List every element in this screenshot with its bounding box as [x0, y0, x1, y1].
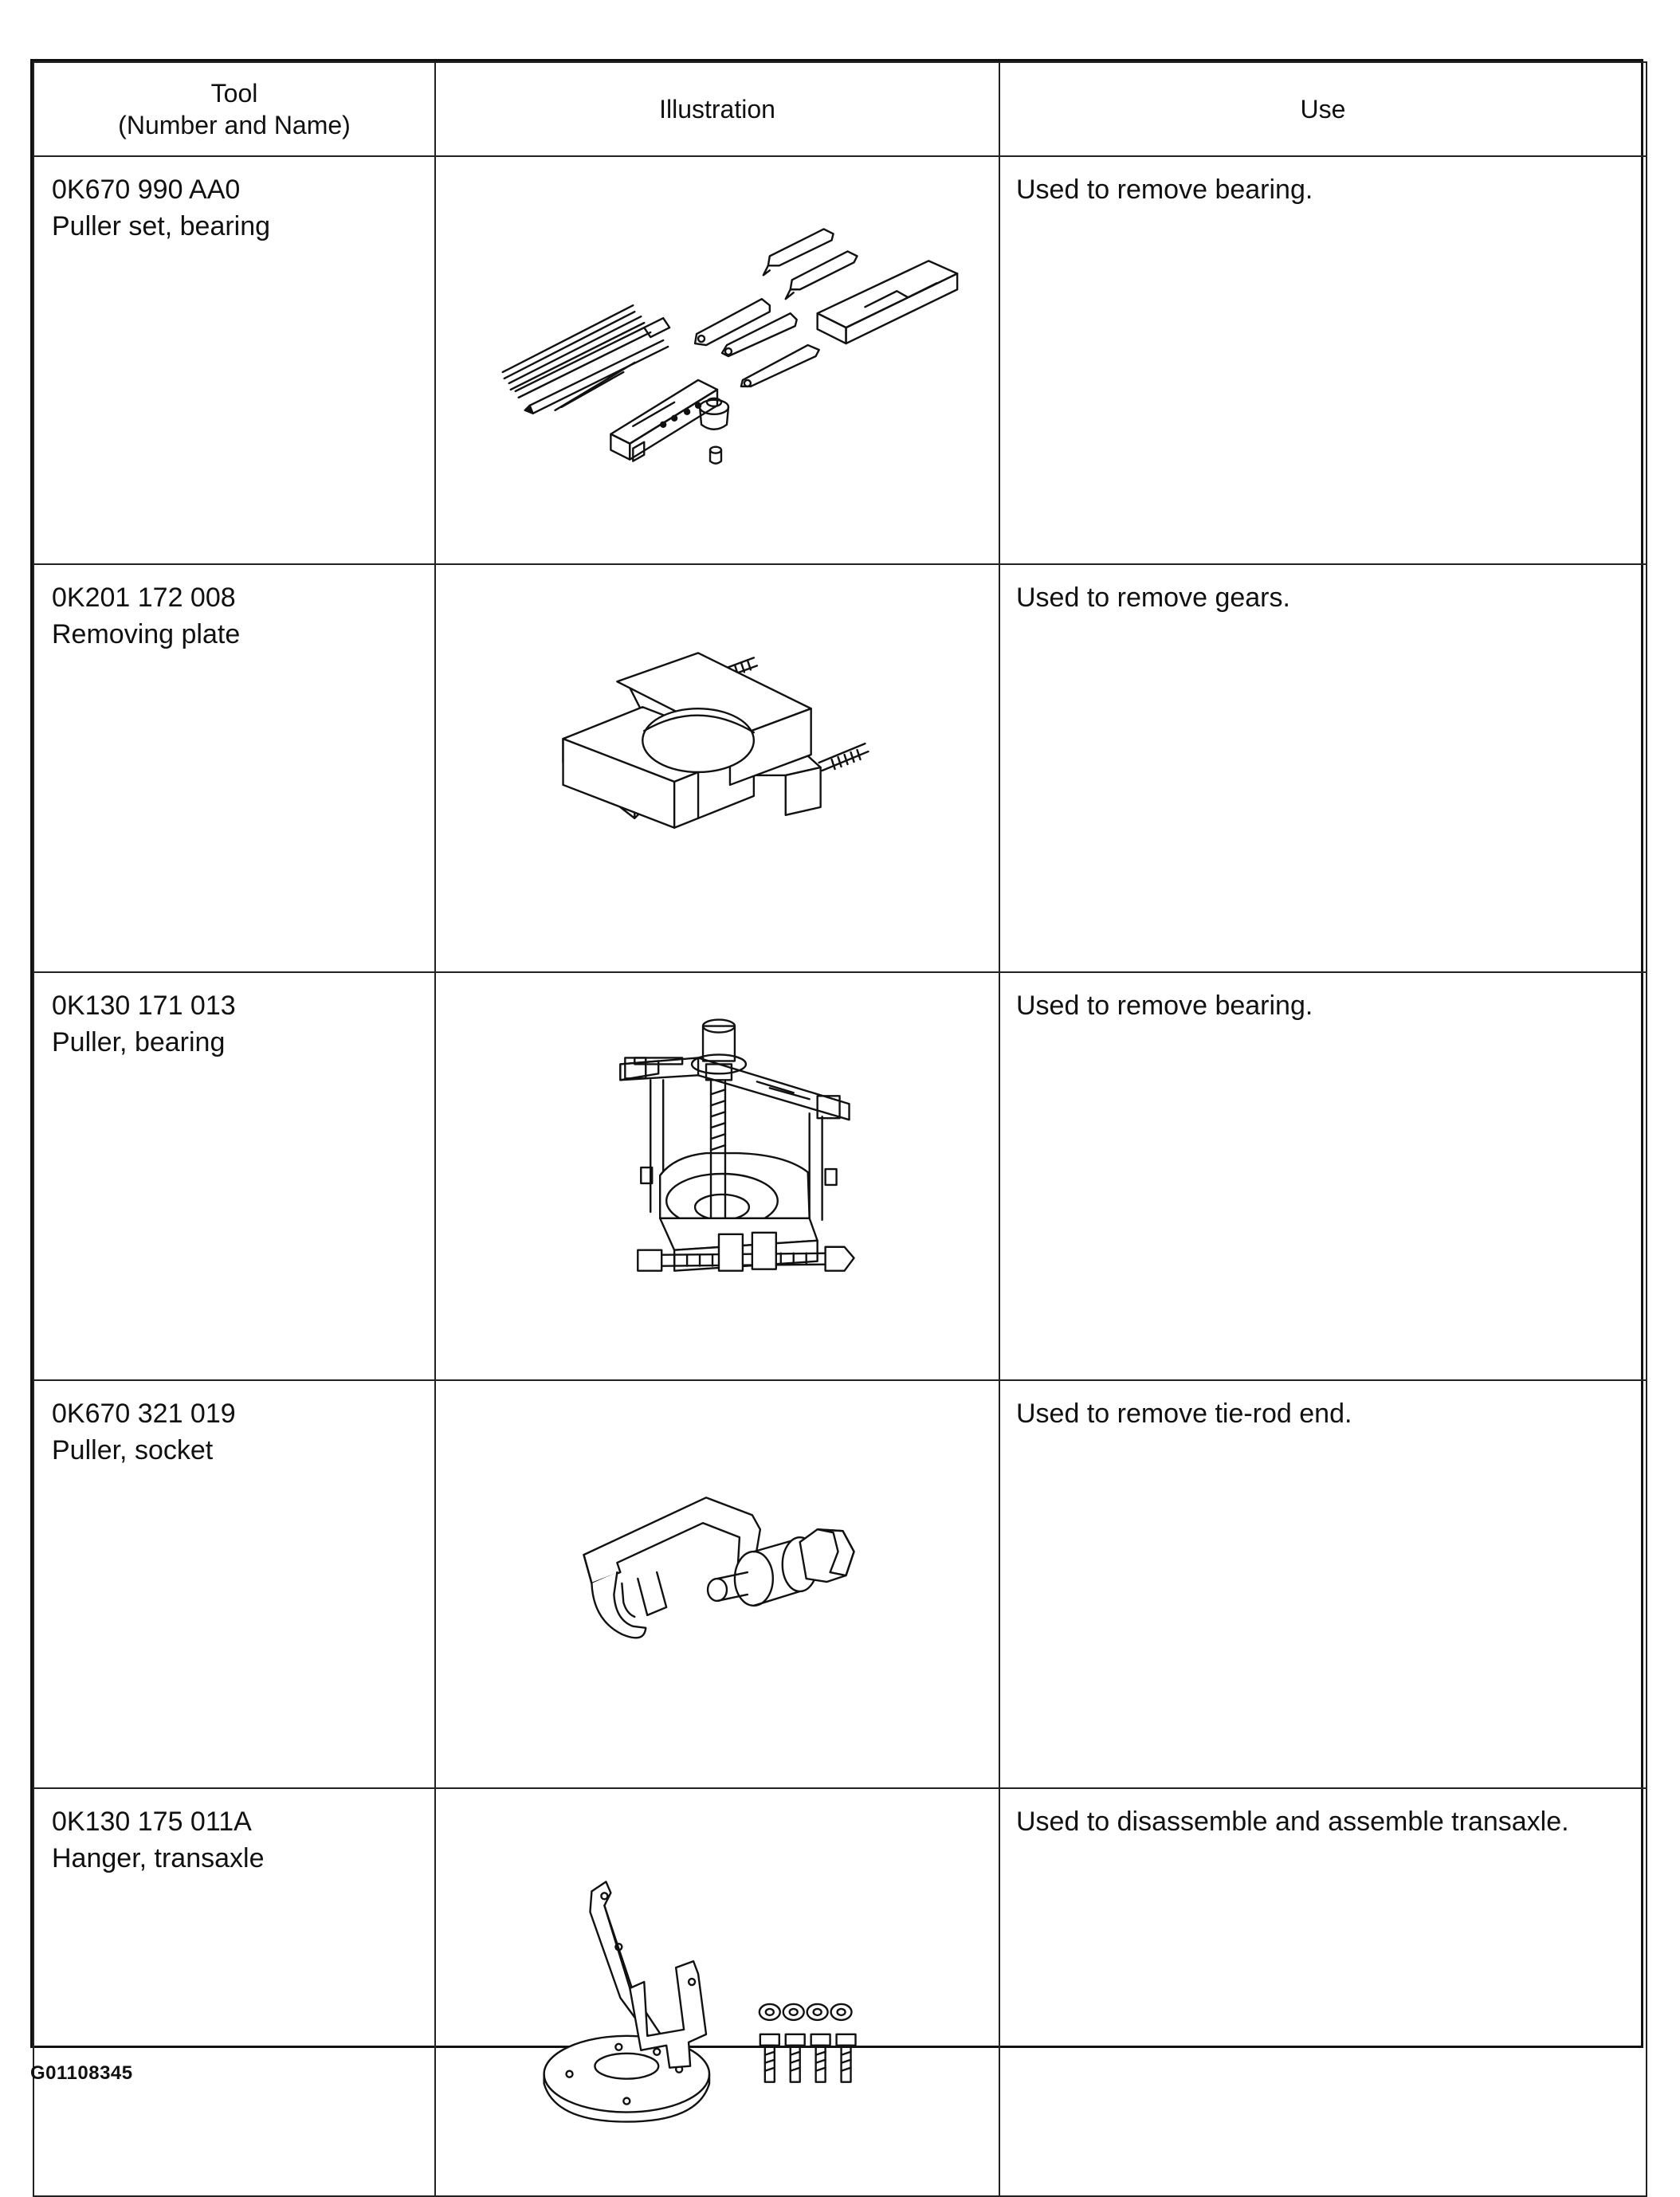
tool-cell — [33, 1788, 435, 2196]
special-tools-table-frame — [30, 59, 1643, 2048]
tool-cell — [33, 564, 435, 972]
bearing-puller-icon — [436, 973, 999, 1379]
tool-number: 0K130 171 013 — [52, 991, 236, 1021]
header-use: Use — [999, 62, 1647, 156]
table-row — [33, 1788, 1647, 2196]
header-tool-line2: (Number and Name) — [118, 111, 351, 139]
tool-name: Puller, bearing — [52, 1027, 226, 1057]
table-row — [33, 156, 1647, 564]
tool-number: 0K670 990 AA0 — [52, 175, 241, 205]
tool-cell — [33, 972, 435, 1380]
table-row — [33, 1380, 1647, 1788]
figure-code: G01108345 — [30, 2062, 133, 2084]
removing-plate-icon — [436, 565, 999, 971]
use-cell: Used to remove bearing. — [999, 972, 1647, 1380]
illustration-cell — [435, 1380, 999, 1788]
tool-number: 0K670 321 019 — [52, 1399, 236, 1429]
tool-number: 0K130 175 011A — [52, 1807, 252, 1837]
table-header-row — [33, 62, 1647, 156]
header-tool — [33, 62, 435, 156]
tool-name: Puller, socket — [52, 1435, 214, 1465]
illustration-cell — [435, 972, 999, 1380]
tool-number: 0K201 172 008 — [52, 583, 236, 613]
use-cell: Used to remove bearing. — [999, 156, 1647, 564]
illustration-cell — [435, 564, 999, 972]
socket-puller-icon — [436, 1381, 999, 1787]
tool-cell — [33, 156, 435, 564]
use-cell: Used to remove gears. — [999, 564, 1647, 972]
tool-name: Puller set, bearing — [52, 211, 271, 241]
header-illustration: Illustration — [435, 62, 999, 156]
table-row — [33, 564, 1647, 972]
tool-cell — [33, 1380, 435, 1788]
tool-name: Removing plate — [52, 619, 241, 649]
table-row — [33, 972, 1647, 1380]
illustration-cell — [435, 1788, 999, 2196]
use-cell: Used to remove tie-rod end. — [999, 1380, 1647, 1788]
use-cell: Used to disassemble and assemble transaxle. — [999, 1788, 1647, 2196]
illustration-cell — [435, 156, 999, 564]
special-tools-table — [33, 61, 1647, 2197]
transaxle-hanger-icon — [436, 1789, 999, 2195]
header-tool-line1: Tool — [210, 79, 258, 108]
tool-name: Hanger, transaxle — [52, 1843, 265, 1873]
bearing-puller-set-icon — [436, 157, 999, 563]
